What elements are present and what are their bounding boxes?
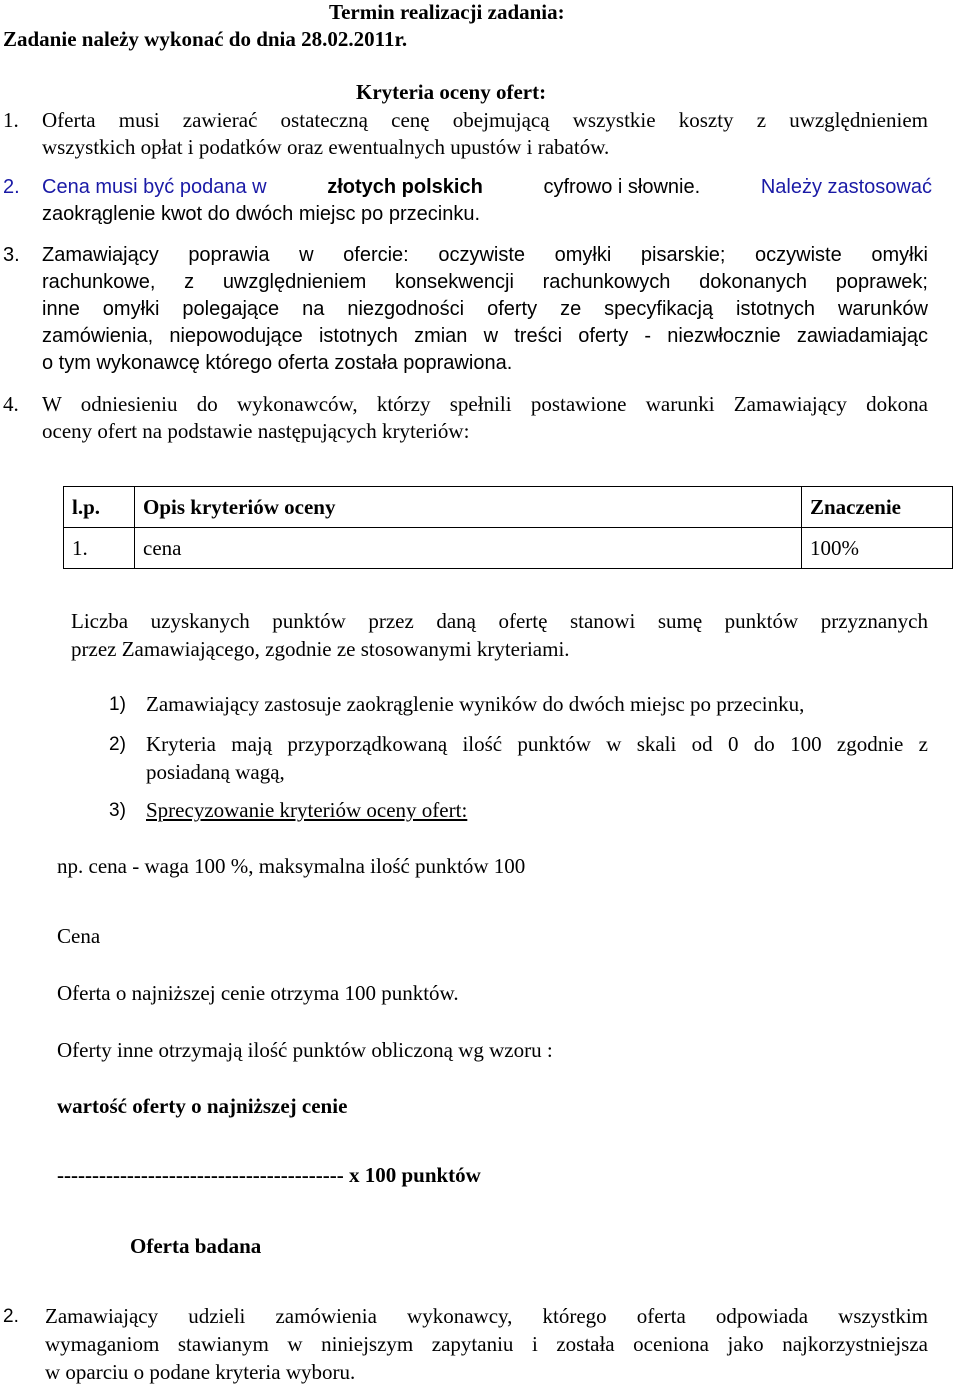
point-3-number: 3.	[3, 244, 20, 266]
point-4-line-2: oceny ofert na podstawie następujących kryteriów:	[42, 419, 470, 443]
point-2-line-2: zaokrąglenie kwot do dwóch miejsc po przecinku.	[42, 203, 480, 225]
final-line-1: Zamawiający udzieli zamówienia wykonawcy, którego oferta odpowiada wszystkim	[45, 1304, 928, 1328]
point-4-line-1: W odniesieniu do wykonawców, którzy spełnili postawione warunki Zamawiający dokona	[42, 392, 928, 416]
point-1-line-1: Oferta musi zawierać ostateczną cenę obejmującą wszystkie koszty z uwzględnieniem	[42, 108, 928, 132]
example-text: np. cena - waga 100 %, maksymalna ilość punktów 100	[57, 854, 526, 878]
formula-numerator: wartość oferty o najniższej cenie	[57, 1094, 348, 1118]
point-2-line-1	[42, 176, 932, 199]
table-header-description: Opis kryteriów oceny	[135, 487, 802, 528]
point-2-text-a: Cena musi być podana w	[42, 176, 267, 198]
lowest-offer-text: Oferta o najniższej cenie otrzyma 100 punktów.	[57, 981, 459, 1005]
rule-2-number: 2)	[109, 734, 126, 755]
cena-label: Cena	[57, 924, 101, 948]
point-1-line-2: wszystkich opłat i podatków oraz ewentualnych upustów i rabatów.	[42, 135, 610, 159]
rule-3-number: 3)	[109, 800, 126, 821]
point-1-number: 1.	[3, 108, 19, 132]
term-heading: Termin realizacji zadania:	[329, 0, 565, 24]
table-row	[64, 528, 953, 569]
table-header-lp: l.p.	[64, 487, 135, 528]
criteria-heading: Kryteria oceny ofert:	[356, 80, 547, 104]
point-3-line-5: o tym wykonawcę którego oferta została poprawiona.	[42, 352, 513, 374]
point-4-number: 4.	[3, 392, 19, 416]
summary-line-2: przez Zamawiającego, zgodnie ze stosowanymi kryteriami.	[71, 637, 570, 661]
final-number: 2.	[3, 1306, 19, 1327]
criteria-table	[63, 486, 953, 569]
table-header-row	[64, 487, 953, 528]
deadline-text: Zadanie należy wykonać do dnia 28.02.2011r.	[3, 27, 408, 51]
point-2-text-c: Należy zastosować	[760, 176, 932, 198]
rule-1-text: Zamawiający zastosuje zaokrąglenie wyników do dwóch miejsc po przecinku,	[146, 692, 805, 716]
table-cell-lp: 1.	[64, 528, 135, 569]
other-offers-text: Oferty inne otrzymają ilość punktów obliczoną wg wzoru :	[57, 1038, 553, 1062]
rule-1-number: 1)	[109, 694, 126, 715]
rule-2-line-2: posiadaną wagą,	[146, 760, 285, 784]
formula-fraction-line: ----------------------------------------- x 100 punktów	[57, 1163, 481, 1187]
table-cell-description: cena	[135, 528, 802, 569]
point-2-bold-currency: złotych polskich	[327, 176, 483, 198]
rule-2-line-1: Kryteria mają przyporządkowaną ilość punktów w skali od 0 do 100 zgodnie z	[146, 732, 928, 756]
rule-3-text: Sprecyzowanie kryteriów oceny ofert:	[146, 798, 468, 822]
final-line-3: w oparciu o podane kryteria wyboru.	[45, 1360, 356, 1384]
point-2-number: 2.	[3, 176, 20, 198]
point-3-line-2: rachunkowe, z uwzględnieniem konsekwencji rachunkowych dokonanych poprawek;	[42, 271, 928, 293]
formula-denominator: Oferta badana	[130, 1234, 262, 1258]
point-3-line-1: Zamawiający poprawia w ofercie: oczywiste omyłki pisarskie; oczywiste omyłki	[42, 244, 928, 266]
point-3-line-3: inne omyłki polegające na niezgodności oferty ze specyfikacją istotnych warunków	[42, 298, 928, 320]
summary-line-1: Liczba uzyskanych punktów przez daną ofertę stanowi sumę punktów przyznanych	[71, 609, 928, 633]
point-2-text-b: cyfrowo i słownie.	[543, 176, 701, 198]
table-cell-weight: 100%	[802, 528, 953, 569]
final-line-2: wymaganiom stawianym w niniejszym zapytaniu i została oceniona jako najkorzystniejsza	[45, 1332, 928, 1356]
table-header-weight: Znaczenie	[802, 487, 953, 528]
point-3-line-4: zamówienia, niepowodujące istotnych zmian w treści oferty - niezwłocznie zawiadamiając	[42, 325, 928, 347]
